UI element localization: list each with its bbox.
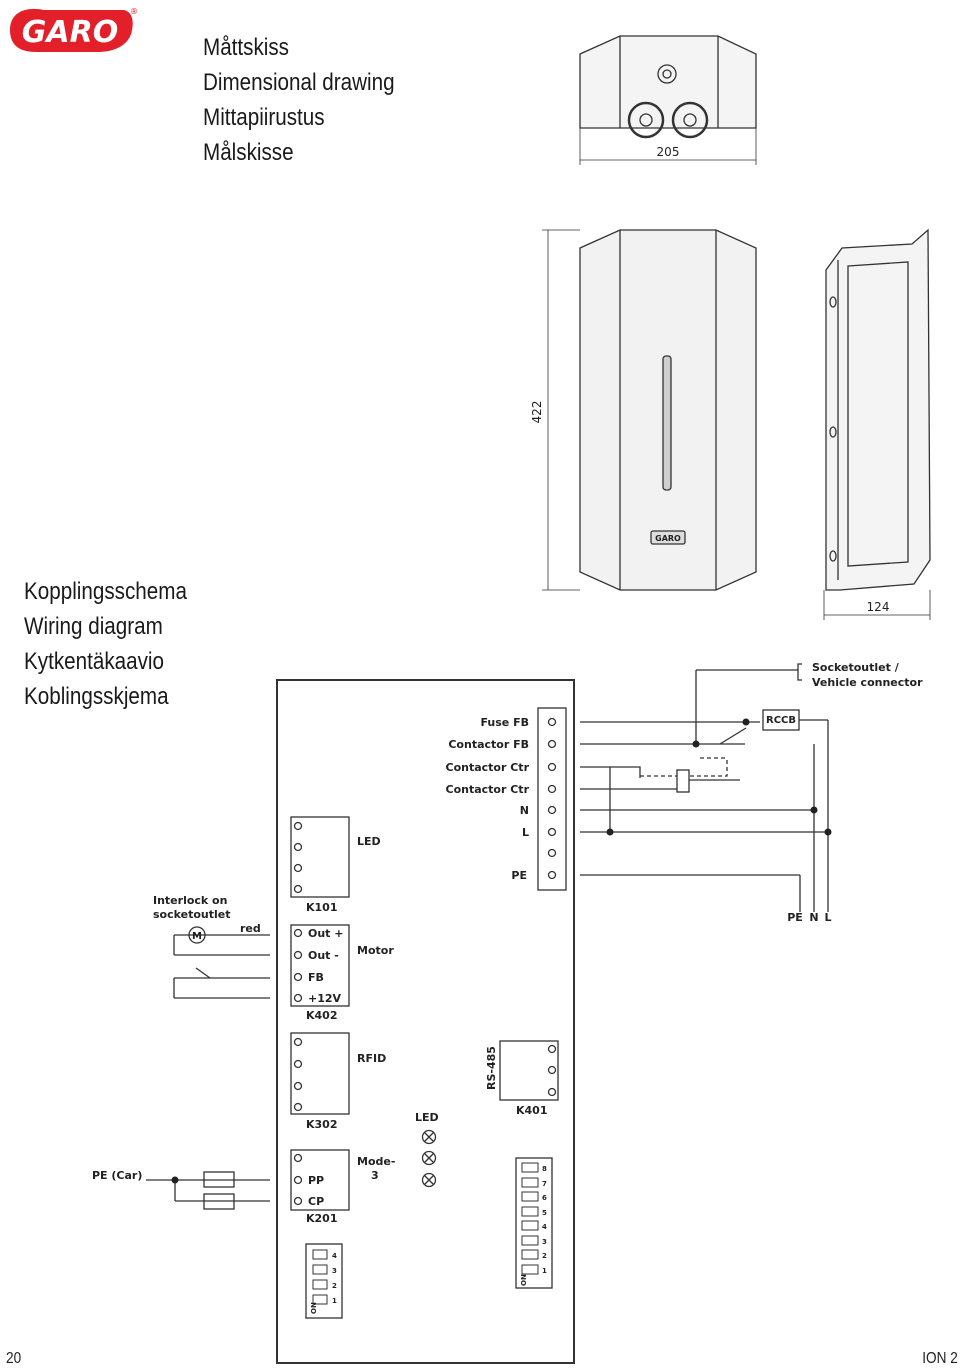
svg-text:Contactor Ctr: Contactor Ctr bbox=[445, 761, 529, 774]
terminal-strip bbox=[538, 708, 566, 890]
terminal-holes bbox=[549, 719, 556, 879]
socket-label: Socketoutlet / bbox=[812, 661, 899, 674]
supply-n: N bbox=[809, 911, 819, 924]
svg-text:CP: CP bbox=[308, 1195, 325, 1208]
front-badge: GARO bbox=[655, 534, 681, 543]
svg-text:8: 8 bbox=[542, 1165, 547, 1173]
k201-label: Mode- bbox=[357, 1155, 396, 1168]
product-name: ION 2 bbox=[922, 1350, 958, 1367]
logo-text: GARO bbox=[21, 15, 119, 50]
dimension-height: 422 bbox=[530, 400, 544, 424]
svg-text:N: N bbox=[519, 804, 529, 817]
motor-symbol: M bbox=[192, 931, 202, 942]
title-line: Mittapiirustus bbox=[203, 104, 325, 131]
svg-text:Contactor Ctr: Contactor Ctr bbox=[445, 783, 529, 796]
svg-text:1: 1 bbox=[332, 1297, 337, 1305]
k101-label: LED bbox=[357, 835, 381, 848]
svg-text:PP: PP bbox=[308, 1174, 325, 1187]
led-indicators bbox=[423, 1131, 436, 1187]
pe-car-label: PE (Car) bbox=[92, 1169, 143, 1182]
title-line: Dimensional drawing bbox=[203, 69, 395, 96]
k101-name: K101 bbox=[306, 901, 338, 914]
title-line: Wiring diagram bbox=[24, 613, 163, 640]
rs485-label: RS-485 bbox=[485, 1046, 498, 1090]
k401-name: K401 bbox=[516, 1104, 548, 1117]
wire-color-label: red bbox=[240, 922, 261, 935]
supply-pe: PE bbox=[787, 911, 803, 924]
svg-text:2: 2 bbox=[542, 1252, 547, 1260]
title-line: Måttskiss bbox=[203, 34, 290, 61]
k401-block bbox=[500, 1041, 558, 1100]
title-line: Kopplingsschema bbox=[24, 578, 187, 605]
rccb-label: RCCB bbox=[766, 715, 796, 726]
k302-label: RFID bbox=[357, 1052, 387, 1065]
svg-text:Out -: Out - bbox=[308, 949, 339, 962]
svg-text:3: 3 bbox=[332, 1267, 337, 1275]
dimension-width: 205 bbox=[656, 145, 680, 159]
svg-text:ON: ON bbox=[310, 1302, 318, 1314]
title-line: Koblingsskjema bbox=[24, 683, 169, 710]
svg-text:+12V: +12V bbox=[308, 992, 342, 1005]
svg-text:3: 3 bbox=[371, 1169, 379, 1182]
k402-label: Motor bbox=[357, 944, 394, 957]
svg-text:L: L bbox=[521, 826, 529, 839]
svg-text:4: 4 bbox=[332, 1252, 337, 1260]
svg-text:Contactor FB: Contactor FB bbox=[448, 738, 529, 751]
k402-name: K402 bbox=[306, 1009, 338, 1022]
svg-text:ON: ON bbox=[520, 1274, 528, 1286]
svg-text:FB: FB bbox=[308, 971, 324, 984]
terminal-labels bbox=[446, 716, 530, 882]
svg-text:1: 1 bbox=[542, 1267, 547, 1275]
svg-text:®: ® bbox=[130, 7, 138, 16]
svg-text:socketoutlet: socketoutlet bbox=[153, 908, 231, 921]
k302-name: K302 bbox=[306, 1118, 338, 1131]
svg-text:PE: PE bbox=[511, 869, 527, 882]
supply-l: L bbox=[824, 911, 832, 924]
front-view-drawing bbox=[542, 230, 756, 590]
interlock-label: Interlock on bbox=[153, 894, 228, 907]
svg-text:6: 6 bbox=[542, 1194, 547, 1202]
title-line: Målskisse bbox=[203, 139, 294, 166]
dimension-depth: 124 bbox=[866, 600, 890, 614]
svg-text:4: 4 bbox=[542, 1223, 547, 1231]
socket-label: Vehicle connector bbox=[812, 676, 923, 689]
dip-left-numbers bbox=[310, 1252, 337, 1314]
svg-text:Out +: Out + bbox=[308, 927, 344, 940]
svg-text:7: 7 bbox=[542, 1180, 547, 1188]
led-indicators-label: LED bbox=[415, 1111, 439, 1124]
dip-right-numbers bbox=[520, 1165, 547, 1286]
svg-text:Fuse FB: Fuse FB bbox=[480, 716, 529, 729]
side-view-drawing bbox=[824, 230, 930, 620]
svg-text:2: 2 bbox=[332, 1282, 337, 1290]
k201-name: K201 bbox=[306, 1212, 338, 1225]
svg-text:3: 3 bbox=[542, 1238, 547, 1246]
svg-text:5: 5 bbox=[542, 1209, 547, 1217]
title-line: Kytkentäkaavio bbox=[24, 648, 164, 675]
page-number: 20 bbox=[6, 1350, 22, 1367]
